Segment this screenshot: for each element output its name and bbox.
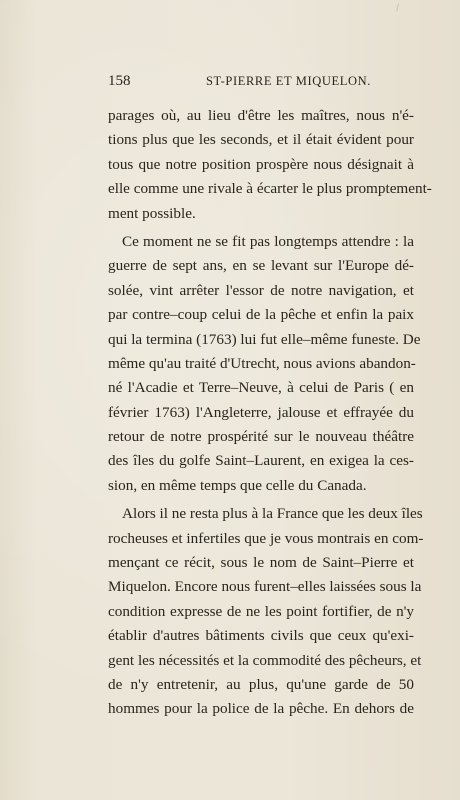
running-title: ST-PIERRE ET MIQUELON. [206,74,371,88]
text-line: même qu'au traité d'Utrecht, nous avions abandon- [108,354,416,372]
text-line: hommes pour la police de la pêche. En dehors de [108,700,414,718]
text-line: tous que notre position prospère nous désignait à [108,155,414,173]
text-line: établir d'autres bâtiments civils que ceux qu'exi- [108,627,414,645]
text-line: né l'Acadie et Terre–Neuve, à celui de Paris ( en [108,379,414,397]
text-line: ment possible. [108,204,196,222]
text-line: condition expresse de ne les point fortifier, de n'y [108,602,414,620]
text-line: parages où, au lieu d'être les maîtres, nous n'é- [108,107,414,124]
text-line: mençant ce récit, sous le nom de Saint–Pierre et [108,554,414,572]
text-line: guerre de sept ans, en se levant sur l'Europe dé- [108,257,414,275]
text-line: Alors il ne resta plus à la France que les deux îles [122,505,423,523]
pencil-mark [396,4,403,13]
text-line: gent les nécessités et la commodité des pêcheurs, et [108,651,422,669]
text-line: des îles du golfe Saint–Laurent, en exigea la ces- [108,452,414,470]
text-line: Ce moment ne se fit pas longtemps attendre : la [122,232,414,250]
text-line: solée, vint arrêter l'essor de notre navigation, et [108,281,414,299]
text-line: qui la termina (1763) lui fut elle–même funeste. De [108,330,421,348]
text-line: retour de notre prospérité sur le nouveau théâtre [108,428,414,446]
text-line: de n'y entretenir, au plus, qu'une garde de 50 [108,675,414,693]
paragraph [108,104,432,226]
body-text [108,104,432,722]
text-line: elle comme une rivale à écarter le plus promptement- [108,180,432,198]
paragraph [108,230,421,498]
text-line: février 1763) l'Angleterre, jalouse et effrayée du [108,403,414,421]
text-line: sion, en même temps que celle du Canada. [108,476,367,494]
paragraph [108,502,424,722]
page-number: 158 [108,73,131,89]
text-line: Miquelon. Encore nous furent–elles laissées sous la [108,578,422,596]
page-header [108,73,424,93]
text-line: par contre–coup celui de la pêche et enfin la paix [108,306,414,324]
text-line: tions plus que les seconds, et il était évident pour [108,131,414,149]
text-line: rocheuses et infertiles que je vous montrais en com- [108,529,424,547]
